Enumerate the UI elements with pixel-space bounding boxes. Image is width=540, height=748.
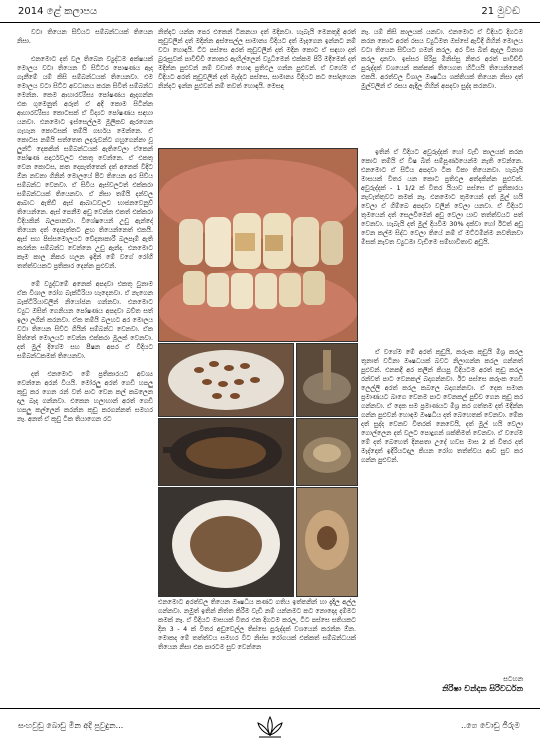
- column-1: [17, 28, 153, 700]
- column-3-bottom: [361, 348, 523, 668]
- column-2-bottom: [158, 598, 356, 702]
- grinding-photo: [296, 418, 358, 486]
- author-signature: [361, 675, 523, 705]
- hand-with-powder-photo: [296, 487, 358, 597]
- signature-name: නිරිෂා චන්දන සිරිවර්ධන: [442, 684, 523, 693]
- header-page-number: 21 මුවඬ: [481, 6, 520, 17]
- col1-paragraph-2: එනමොට දත් වල තිබෙන ව්‍යුද්ධම අක්ෂයක් මොලය වටා තියෙන ව් සිට්ටර පොෂණය ඇද ගැනීමේ යම් කිසි සම්බන්ධයක් තියෙනවා. එම මොලය වටා සිට්ට අවධානය කරන සිවිත් සම්බන්ධ මෙන්න. කෙම ආහාරව්‍යීස්‍ය පෝෂණය ඇදගන්න එක ගුමෙනුත් අරුත් ඒ අදි කොම සිටින්න ආහාරව්‍යීස්‍ය කොටසක් ඒ විද්‍යට පෝෂණය සඳහා යනවා. එනමොට ඉස්සෙල්ලම මූලිකව ඇරගෙන ගැහැන කොටසක් තම්යි ගර්භය මෙන්නෙ. ඒ කොටස නම්යි සත්තෙත ලදරුවන්ට ගහුගෙන්නා වූ ලුන්ට් දෙකකින් සම්බන්ධයක් ඇතිවෙලා ඒකෙන් පෝෂණ පදාර්ථවලට එකතු වෙන්නෙ. ඒ එකතු වෙන කොටස, කත දෙපැත්තෙන් දත් අනෙක් විදිට ඕන නවනා ගිනින් මොලයේ පීට තියෙන අර සිව්ය සම්බන්ධ වෙනවා. ඒ සිවිය ඇස්වලටත් එක්කරා සම්බන්ධයක් තියෙනවා. ඒ නිසා තම්යි දන්වල ආබාධ ඇතිව් ඇස් ආබාධවලට භාජනවෙනුව් තියෙන්නෙ. ඇස් පෙනීම අඩු වෙන්න එකත් එක්කරා විදියකින් බලපානවා. විශේෂයෙන් උඩු ඇන්දේ තියෙන දත් දෙපැත්තට ළඟ තියෙන්නෙත් එකයි. ඇස් සහ පිස්සමොලයට වේදනාකාරී බලපෑම් ඇති කරන්න සම්බන්ධ වෙන්නෙ උඩු ඇන්ද. එනමොට කෑම කාල නිකර හලන ඉදින් මේ වගේ රෝගී තත්ත්වයකට ප්‍රතිකාර දෙන්න පුළුවන්.: [17, 55, 153, 270]
- nuts-on-plate-photo: [158, 343, 294, 417]
- col3-mid-text: ඉතින් ඒ විදියට අවුරුද්දක් හෝ වැඩි කාලයක් කරන කොට තම්යි ඒ විෂ බිත් සම්පූර්ණයෙන්ම නැති වෙන්නෙ. එනමොට ඒ සිට්ය අපදවා ටික විකා තියෙනවා. හැබැයි මාසයක් විතර යන කොට ප්‍රතිඵල අත්දකින්න පුළුවන්. අවුරුද්දක් - 1 1/2 ක් විතර යියාව පස්සෙ ඒ ප්‍රතිකාරය නැවැත්තුවට කමක් නෑ. එනමොට තුමයෙන් දත් මුල් හයි වෙලා ඒ ගිම්බෙ අපදවා වලින් වෙලා යනවා. ඒ විදියට තුමයෙන් දත් සෙලවීමෙන් අඩු වෙලා යාව තත්ත්වයට පත් වෙනවා. හැබැයි දත් මුල් දියවිම 30% දක්වා හෝ ඊටත් අඩු වෙන කල්ම සිද්ධ වෙලා තියේ නම් ඒ මට්ටමින්ම නවතිනවා මිසක් නැවත ව්‍යුධමා වැඩිමෙ සම්භාවිතාව අඩුයි.: [361, 148, 523, 246]
- col3-bottom-text: ඒ වගේම මේ අරත් කුඩුයි, කරුංක කුඩුයි මිශ්‍ර කරල තුනාත් වටිනා ඖෂධයක් බවට නිලාගන්න කරල ගන්නත් පුළුවන්. එනකදී අර කලින් කියපු විදියටම අරත් කුඩු කරල රන්වත් පාට වෙනකල් බදාගන්නවා. ඊට පස්සෙ කරුංක ගෙඩි ලෙල්ලි අරත් කරල කබලෙ බදාගන්නවා. ඒ දෙක සමාන ප්‍රමාණයට බාගෙ වෙනම පාට වෙනකල් පුච්ච ගෙන කුඩු කර ගන්නවා. ඒ දෙක සම ප්‍රමාණයට මිශ්‍ර කර ගත්තම දත් මදින්න ගන්න පුළුවන් හොඳම ඖෂධීය දත් බෙහෙතක් වෙනවා. මේක දත් සුද්ද වෙනව විතරක් නෙවෙයි, දත් මුල් හයි වෙලා ගොල්ලෙන දත් වලට පොදුගන් ශක්තිමත් වෙනවා. ඒ වගේම මේ දත් බෙහෙත් දිනපතා උදේ හවස මාස 2 ක් විතර දත් මැද්දොත් ඉදිරියටදාල කියන රෝග තත්ත්වය ආව සුව කර ගන්න පුළුවන්.: [361, 348, 523, 464]
- page-header: [0, 0, 540, 23]
- column-3-middle: [361, 148, 523, 344]
- mortar-photo: [296, 343, 358, 417]
- powder-bowl-photo: [158, 487, 294, 597]
- footer-right-text: ..ගෙ වොඩු ජීරුම: [461, 721, 520, 730]
- column-2-top: [158, 28, 356, 146]
- roasting-pan-photo: [158, 418, 294, 486]
- col2-bottom-text: එනමොට අරත්වල තියෙන ඖෂධීය කණට ගතිය ඉත්තනින් හා දැදිල අල්ල ගන්නවා. නමුත් ඉතින් නිත්ත කිරීම වැඩි නම් යන්නමට කට නොදොද දම්මට කමක් නෑ. ඒ විදියට මාසයක් විතර එක දිගටම කරල, ටිට පස්සෙ සතියකට දින 3 - 4 ක් විතර අඩුවෙල්ල තිස්සෙ පුරුද්දක් වශයෙන් කරන්න ඕන. මොකද මේ තත්ත්වය සමහර විට නිස්ස රෝගයක් එක්කත් සම්බන්ධයක් තියෙන නිසා එක පාරටම සුව වෙන්නෙ: [158, 598, 356, 651]
- col1-paragraph-1: වටා තියෙන සිව්යට සම්බන්ධයක් තියෙන නිසා.: [17, 28, 153, 45]
- signature-label: සටහන: [503, 675, 523, 683]
- column-3-top: [361, 28, 523, 146]
- header-issue: 2014 ළේ කලාපය: [18, 6, 98, 17]
- col3-top-text: නෑ. යම් කිසි කාලයක් යනවා. එනමොට ඒ විදියට දිගටම කරන කොට අරත් රසය ව්‍යුධිමත ඔස්සේ ඇවිදී ගිහින් මොලය වටා තියෙන සිව්යට ගමන් කරල, අර විස බිත් ඇදල විනාශ කරල දානවා. ඉස්සර පිරිපු මිනිස්සු නිතර අරත් පාවිච්චි පුරුද්දක් වශයෙන් කක්කක් තියෙගත හිටියයි තියෙන්නෙත් එකයි. අරත්වල විශාල ඖෂධීය ශක්තියක් තියෙන නිසා දත් මුල්වලින් ඒ රසය ඇදිල ගිහින් අපදවා සුද්ද කරනවා.: [361, 28, 523, 90]
- lotus-icon: [255, 715, 285, 741]
- col1-paragraph-4: දත් එනමොට මේ ප්‍රතිකාරයට අවශ්‍ය වෙන්නෙ අරන් වියයි. මෝරලු අරත් ගෙඩි හපලු කුඩු කර ගෙන රන් වත් පාට වෙන කල් කබලෙන දාල බැද ගන්නවා. එකෙන හලාහාන් අරත් ගෙඩි හපලු කල්ලෙන් කරන්න කුඩු කරගන්නත් සමහර නෑ. අනත් ඒ කුඩු ටික තියාගෙන රට: [17, 370, 153, 423]
- page-footer: [0, 708, 540, 748]
- col2-top-text: නිත්දට යන්න පෙර එකෙන් ටිකනයා දත් මදිනවා. හැබැයි මෙනතුදි අරත් කුඩුවලින් දත් මදින්න අස්සෙල්ල සාමාන්‍ය විදියට දත් මැදගෙන ඉන්නට නම් වටා හොඳයි. ට්ට පස්සෙ අරත් කුඩුවලින් දත් මදින කොට ඒ සඳහා දත් බුරුසුවක් පාවිච්චි නොකර ඇඟිල්ලෙන් ව්‍යුධිමෙන් එක්කම පිරි මදීමෙන් දත් මදින්න පුළුවන් නම් වඩාත් හොඳ ප්‍රතිඵල ගන්න පුළුවන්. ඒ වගේම ඒ විදියට අරත් කුඩුවලින් දත් මැද්දට පස්සෙ, සාමාන්‍ය විදියට කට සෝදාගෙන නින්දට ඉන්න පුළුවන් නම් තවත් හොඳයි. මෙසඳ: [158, 28, 356, 90]
- col1-paragraph-3: මේ ව්‍යුද්ධමේ අනෙක් අපදවා එකතු වුනාම ඒක විශාල රෝග බැක්ටීරියා හැදෙනවා. ඒ නැගෙන බැක්ටීරියාවලින් නියෝජන ගන්නවා. එනමොට ව්‍යුධ ඔසිත් ගෙනියන පෝෂණය අපදවා බව්ත සත් ඉලා ලගින් කරනවා. ඒක තම්යි බලහට අර මොලය වටා තියෙන සිව්ට ගියින් සම්බන්ධ වෙනවා. ඒක පිත්තේ මොලයට වෙන්න එක්කරා මූලක් වෙනවා. දත් මුල් දිගේම සහ පීෂන අපර ඒ විදියට සම්බන්ධකමක් තියෙනවා.: [17, 280, 153, 360]
- footer-left-text: සංහවුඩු බොඩු මින අදි පුවුදුන...: [18, 721, 124, 730]
- teeth-photo: [158, 148, 358, 342]
